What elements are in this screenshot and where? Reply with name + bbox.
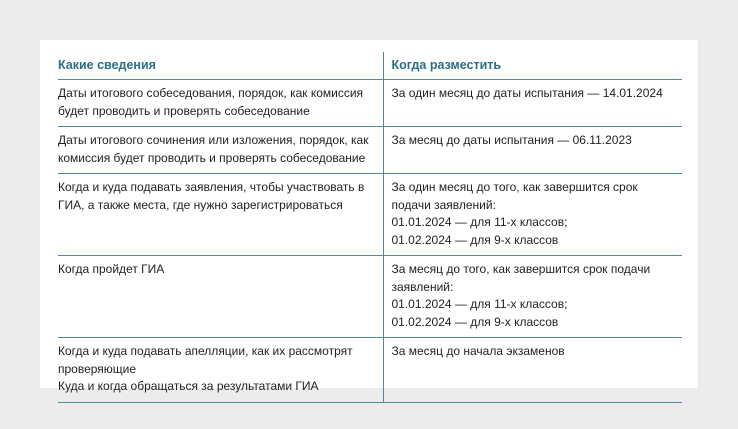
cell-when [383,174,682,256]
cell-text: 01.02.2024 — для 9-х классов [391,314,559,329]
header-what: Какие сведения [58,52,383,80]
cell-text: 01.02.2024 — для 9-х классов [391,232,559,247]
cell-text: За месяц до даты испытания — 06.11.2023 [391,133,632,147]
cell-text: За один месяц до того, как завершится срок подачи заявлений: [391,180,638,212]
cell-what [58,338,383,403]
cell-text: 01.01.2024 — для 11-х классов; [391,297,568,311]
cell-text: За месяц до того, как завершится срок подачи заявлений: [391,262,651,294]
cell-what [58,256,383,338]
table-header-row [58,52,682,80]
cell-when [383,80,682,127]
cell-what [58,127,383,174]
header-when: Когда разместить [383,52,682,80]
cell-text: Когда и куда подавать апелляции, как их рассмотрят проверяющие [58,344,353,376]
table-row [58,338,682,403]
cell-text: Даты итогового сочинения или изложения, порядок, как комиссия будет проводить и проверять собеседование [58,133,369,165]
table-row [58,256,682,338]
cell-when [383,127,682,174]
cell-what [58,80,383,127]
table-row [58,174,682,256]
cell-text: 01.01.2024 — для 11-х классов; [391,215,568,229]
table-row [58,80,682,127]
table-row [58,127,682,174]
cell-text: За месяц до начала экзаменов [391,344,565,358]
info-card [40,40,698,393]
cell-text: За один месяц до даты испытания — 14.01.2024 [391,86,663,100]
cell-text: Даты итогового собеседования, порядок, как комиссия будет проводить и проверять собеседование [58,86,364,118]
cell-what [58,174,383,256]
cell-text: Когда пройдет ГИА [58,262,165,276]
cell-when [383,256,682,338]
deadlines-table [58,52,682,403]
cell-when [383,338,682,403]
cell-text: Куда и когда обращаться за результатами ГИА [58,379,319,393]
cell-text: Когда и куда подавать заявления, чтобы участвовать в ГИА, а также места, где нужно зарегистрироваться [58,180,365,212]
